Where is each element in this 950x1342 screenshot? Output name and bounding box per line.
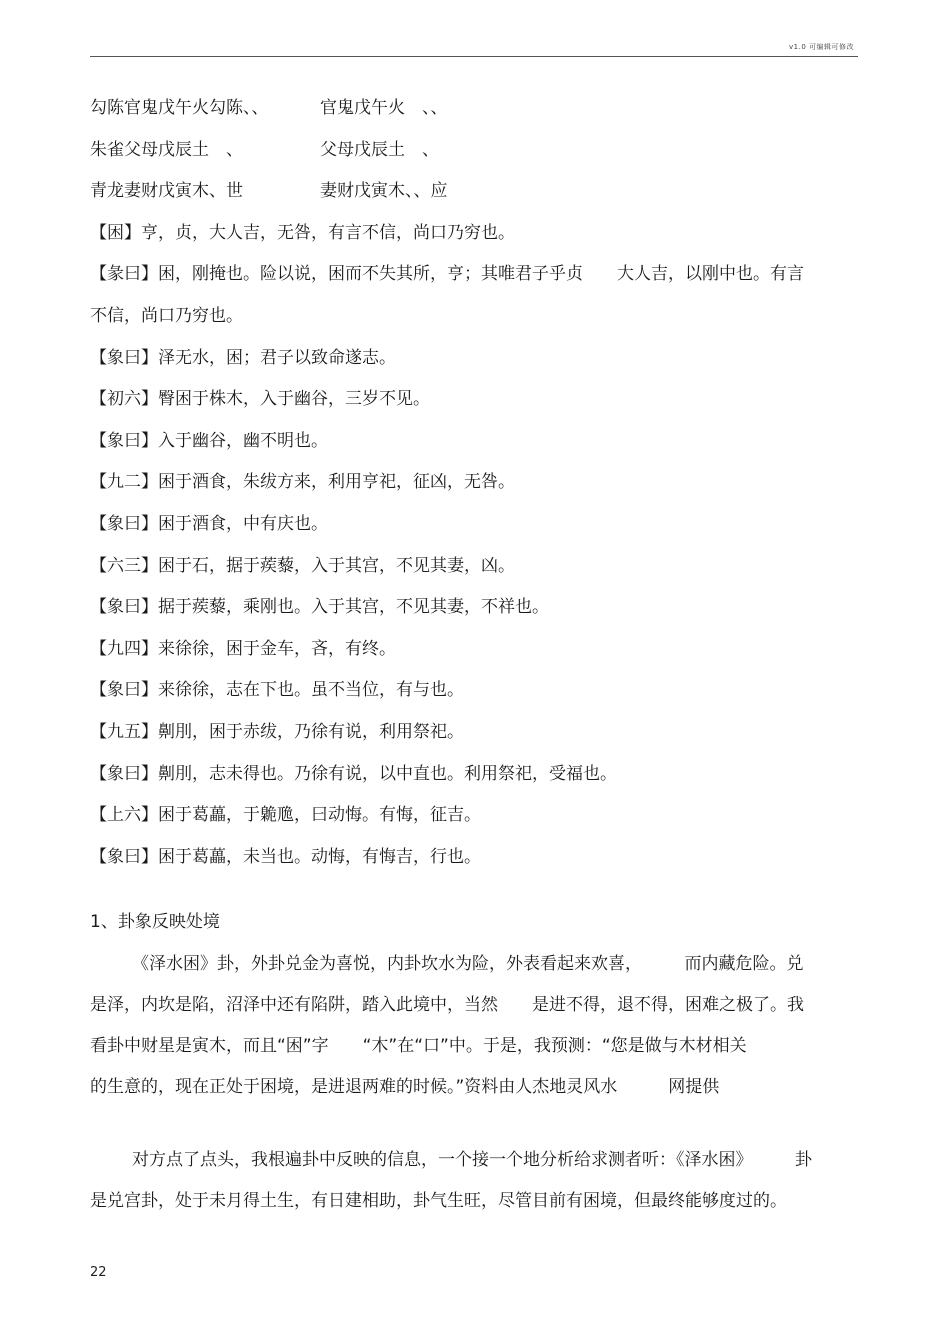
text-line: 【彖曰】困，刚掩也。险以说，困而不失其所，亨；其唯君子乎贞 大人吉，以刚中也。有言 xyxy=(90,264,804,285)
paragraph-line: 看卦中财星是寅木，而且“困”字 “木”在“口”中。于是，我预测：“您是做与木材相关 xyxy=(90,1035,747,1056)
hex-table-row xyxy=(90,88,860,130)
text-line: 【困】亨，贞，大人吉，无咎，有言不信，尚口乃穷也。 xyxy=(90,222,515,243)
hex-left-cell: 勾陈官鬼戊午火勾陈、、 xyxy=(90,98,269,118)
text-line: 【初六】臀困于株木，入于幽谷，三岁不见。 xyxy=(90,389,430,410)
paragraph-line: 是泽，内坎是陷，沼泽中还有陷阱，踏入此境中，当然 是进不得，退不得，困难之极了。我 xyxy=(90,994,804,1015)
text-line: 【象曰】据于蒺藜，乘刚也。入于其宫，不见其妻，不祥也。 xyxy=(90,597,549,618)
paragraph-2 xyxy=(90,1140,860,1222)
hex-left-cell: 青龙妻财戊寅木、世 xyxy=(90,181,243,202)
text-line: 【象曰】困于酒食，中有庆也。 xyxy=(90,513,328,534)
hex-right-cell: 父母戊辰土 、 xyxy=(320,139,439,160)
paragraph-line: 对方点了点头，我根遍卦中反映的信息，一个接一个地分析给求测者听：《泽水困》 卦 xyxy=(132,1149,812,1170)
hex-left-cell: 朱雀父母戊辰土 、 xyxy=(90,139,243,160)
paragraph-line: 的生意的，现在正处于困境，是进退两难的时候。”资料由人杰地灵风水 网提供 xyxy=(90,1076,720,1097)
hex-right-cell: 官鬼戊午火 、、 xyxy=(320,98,448,118)
text-line: 【九二】困于酒食，朱绂方来，利用亨祀，征凶，无咎。 xyxy=(90,472,515,493)
hex-right-cell: 妻财戊寅木、、应 xyxy=(320,181,448,202)
text-line: 【九四】来徐徐，困于金车，吝，有终。 xyxy=(90,638,396,659)
text-line: 【象曰】来徐徐，志在下也。虽不当位，有与也。 xyxy=(90,680,464,701)
hex-table-row xyxy=(90,130,860,172)
section-title: 1、卦象反映处境 xyxy=(90,912,220,933)
header-version-tag: v1.0 可编辑可修改 xyxy=(789,43,854,51)
paragraph-line: 是兑宫卦，处于未月得土生，有日建相助，卦气生旺，尽管目前有困境，但最终能够度过的。 xyxy=(90,1190,787,1211)
paragraph-line: 《泽水困》卦，外卦兑金为喜悦，内卦坎水为险，外表看起来欢喜， 而内藏危险。兑 xyxy=(132,953,804,974)
header-rule xyxy=(90,56,858,57)
text-line: 【上六】困于葛藟，于臲卼，曰动悔。有悔，征吉。 xyxy=(90,805,481,826)
text-line: 【象曰】劓刖，志未得也。乃徐有说，以中直也。利用祭祀，受福也。 xyxy=(90,763,617,784)
text-line: 【象曰】泽无水，困；君子以致命遂志。 xyxy=(90,347,396,368)
hex-table-row xyxy=(90,171,860,213)
text-line: 【象曰】困于葛藟，未当也。动悔，有悔吉，行也。 xyxy=(90,846,481,867)
text-line: 【九五】劓刖，困于赤绂，乃徐有说，利用祭祀。 xyxy=(90,721,464,742)
document-body xyxy=(90,88,860,1222)
paragraph-1 xyxy=(90,944,860,1108)
page-number: 22 xyxy=(90,1265,107,1280)
text-line: 【六三】困于石，据于蒺藜，入于其宫，不见其妻，凶。 xyxy=(90,555,515,576)
text-line: 不信，尚口乃穷也。 xyxy=(90,305,243,326)
text-line: 【象曰】入于幽谷，幽不明也。 xyxy=(90,430,328,451)
